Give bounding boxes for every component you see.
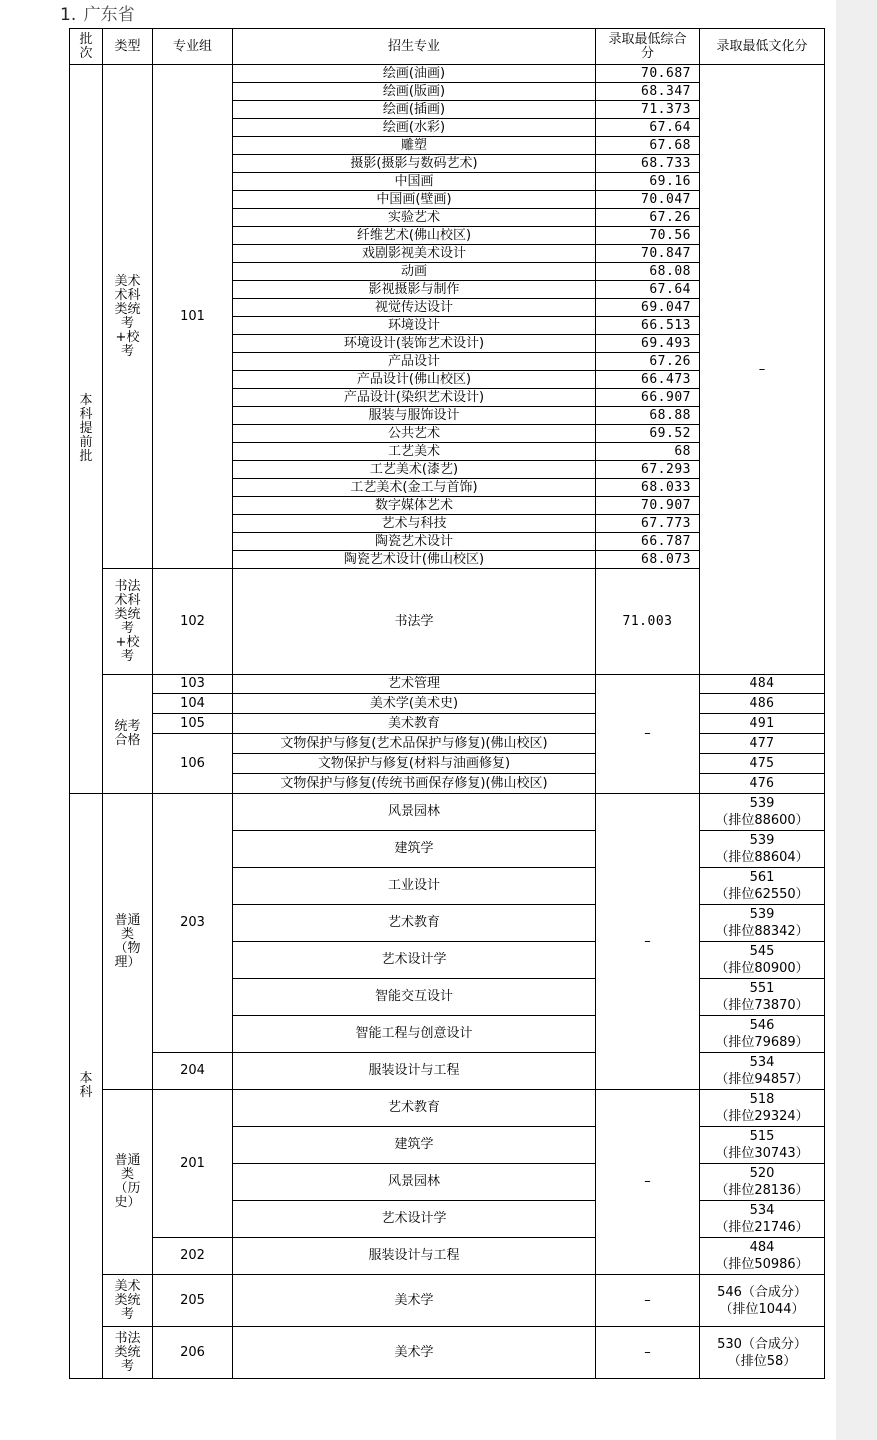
composite-score-cell: 68.733 [596, 155, 700, 173]
culture-score-cell-line-1: 520 [749, 1166, 775, 1181]
group-cell-102: 102 [153, 569, 233, 675]
major-cell: 建筑学 [233, 831, 596, 868]
culture-score-cell [700, 1090, 825, 1127]
type-cell-calli-exam: 书法术科类统考+校考 [103, 569, 153, 675]
culture-cell-dash: – [700, 65, 825, 675]
culture-score-cell [700, 1201, 825, 1238]
culture-score-cell-line-1: 545 [749, 944, 775, 959]
composite-score-cell: 70.047 [596, 191, 700, 209]
culture-score-cell-line-2: （排位94857） [715, 1072, 809, 1087]
composite-score-cell: 69.16 [596, 173, 700, 191]
group-cell-204: 204 [153, 1053, 233, 1090]
composite-score-cell: 71.003 [596, 569, 700, 675]
major-cell: 雕塑 [233, 137, 596, 155]
group-cell-203: 203 [153, 794, 233, 1053]
major-cell: 智能工程与创意设计 [233, 1016, 596, 1053]
group-cell-106: 106 [153, 734, 233, 794]
major-cell: 环境设计 [233, 317, 596, 335]
major-cell: 美术学 [233, 1327, 596, 1379]
culture-score-cell-line-2: （排位58） [727, 1353, 797, 1369]
composite-cell-dash: – [596, 1275, 700, 1327]
culture-score-cell-line-2: （排位88342） [715, 924, 809, 939]
composite-score-cell: 68.033 [596, 479, 700, 497]
table-row [70, 794, 825, 831]
header-type: 类型 [103, 29, 153, 65]
major-cell: 文物保护与修复(材料与油画修复) [233, 754, 596, 774]
composite-score-cell: 67.293 [596, 461, 700, 479]
major-cell: 文物保护与修复(传统书画保存修复)(佛山校区) [233, 774, 596, 794]
major-cell: 摄影(摄影与数码艺术) [233, 155, 596, 173]
culture-score-cell-line-2: （排位88600） [715, 813, 809, 828]
culture-score-cell-line-2: （排位79689） [715, 1035, 809, 1050]
group-cell-105: 105 [153, 714, 233, 734]
composite-score-cell: 68 [596, 443, 700, 461]
composite-score-cell: 67.773 [596, 515, 700, 533]
culture-score-cell [700, 979, 825, 1016]
major-cell: 产品设计(染织艺术设计) [233, 389, 596, 407]
table-row [70, 1327, 825, 1379]
composite-score-cell: 70.907 [596, 497, 700, 515]
culture-score-cell [700, 905, 825, 942]
culture-score-cell: 486 [700, 694, 825, 714]
culture-score-cell-line-2: （排位50986） [715, 1257, 809, 1272]
major-cell: 中国画(壁画) [233, 191, 596, 209]
table-row [70, 675, 825, 694]
culture-score-cell [700, 794, 825, 831]
culture-score-cell [700, 1275, 825, 1327]
major-cell: 服装设计与工程 [233, 1238, 596, 1275]
culture-score-cell-line-1: 546（合成分） [717, 1284, 807, 1300]
culture-score-cell-line-1: 561 [749, 870, 775, 885]
major-cell: 美术教育 [233, 714, 596, 734]
group-cell-202: 202 [153, 1238, 233, 1275]
major-cell: 风景园林 [233, 794, 596, 831]
type-cell-calli-unified: 书法类统考 [103, 1327, 153, 1379]
composite-score-cell: 69.047 [596, 299, 700, 317]
header-batch: 批次 [70, 29, 103, 65]
culture-score-cell: 491 [700, 714, 825, 734]
type-cell-art-exam: 美术术科类统考+校考 [103, 65, 153, 569]
major-cell: 动画 [233, 263, 596, 281]
composite-score-cell: 70.56 [596, 227, 700, 245]
major-cell: 风景园林 [233, 1164, 596, 1201]
major-cell: 美术学(美术史) [233, 694, 596, 714]
composite-score-cell: 68.347 [596, 83, 700, 101]
major-cell: 绘画(版画) [233, 83, 596, 101]
major-cell: 艺术设计学 [233, 942, 596, 979]
composite-cell-dash: – [596, 675, 700, 794]
major-cell: 艺术教育 [233, 1090, 596, 1127]
header-major: 招生专业 [233, 29, 596, 65]
major-cell: 智能交互设计 [233, 979, 596, 1016]
culture-score-cell-line-1: 484 [749, 1240, 775, 1255]
major-cell: 产品设计 [233, 353, 596, 371]
culture-score-cell-line-1: 546 [749, 1018, 775, 1033]
major-cell: 纤维艺术(佛山校区) [233, 227, 596, 245]
composite-score-cell: 69.493 [596, 335, 700, 353]
composite-score-cell: 70.847 [596, 245, 700, 263]
culture-score-cell [700, 1238, 825, 1275]
major-cell: 绘画(水彩) [233, 119, 596, 137]
major-cell: 工艺美术(漆艺) [233, 461, 596, 479]
culture-score-cell [700, 868, 825, 905]
major-cell: 工业设计 [233, 868, 596, 905]
table-row [70, 714, 825, 734]
major-cell: 服装与服饰设计 [233, 407, 596, 425]
composite-score-cell: 68.88 [596, 407, 700, 425]
major-cell: 陶瓷艺术设计 [233, 533, 596, 551]
table-row [70, 694, 825, 714]
type-cell-pass: 统考合格 [103, 675, 153, 794]
composite-cell-dash: – [596, 1327, 700, 1379]
major-cell: 环境设计(装饰艺术设计) [233, 335, 596, 353]
composite-score-cell: 67.26 [596, 209, 700, 227]
composite-score-cell: 68.073 [596, 551, 700, 569]
culture-score-cell [700, 1053, 825, 1090]
header-group: 专业组 [153, 29, 233, 65]
group-cell-201: 201 [153, 1090, 233, 1238]
culture-score-cell-line-2: （排位29324） [715, 1109, 809, 1124]
right-scroll-gutter [836, 0, 877, 1440]
culture-score-cell: 475 [700, 754, 825, 774]
type-cell-physics: 普通类（物理） [103, 794, 153, 1090]
major-cell: 绘画(插画) [233, 101, 596, 119]
major-cell: 数字媒体艺术 [233, 497, 596, 515]
culture-score-cell-line-1: 551 [749, 981, 775, 996]
major-cell: 艺术与科技 [233, 515, 596, 533]
culture-score-cell-line-2: （排位21746） [715, 1220, 809, 1235]
culture-score-cell: 484 [700, 675, 825, 694]
major-cell: 戏剧影视美术设计 [233, 245, 596, 263]
major-cell: 绘画(油画) [233, 65, 596, 83]
culture-score-cell-line-1: 515 [749, 1129, 775, 1144]
group-cell-103: 103 [153, 675, 233, 694]
major-cell: 美术学 [233, 1275, 596, 1327]
table-row [70, 1053, 825, 1090]
composite-score-cell: 67.64 [596, 119, 700, 137]
admission-score-table [69, 28, 825, 1379]
group-cell-101: 101 [153, 65, 233, 569]
culture-score-cell-line-1: 534 [749, 1055, 775, 1070]
group-cell-205: 205 [153, 1275, 233, 1327]
culture-score-cell [700, 1016, 825, 1053]
major-cell: 公共艺术 [233, 425, 596, 443]
major-cell: 艺术管理 [233, 675, 596, 694]
table-row [70, 1275, 825, 1327]
major-cell: 工艺美术 [233, 443, 596, 461]
batch-cell-regular: 本科 [70, 794, 103, 1379]
culture-score-cell [700, 942, 825, 979]
culture-score-cell-line-2: （排位62550） [715, 887, 809, 902]
composite-score-cell: 67.68 [596, 137, 700, 155]
header-min-composite: 录取最低综合分 [596, 29, 700, 65]
group-cell-104: 104 [153, 694, 233, 714]
culture-score-cell [700, 1327, 825, 1379]
culture-score-cell-line-1: 539 [749, 796, 775, 811]
section-number: 1. [60, 5, 77, 25]
culture-score-cell-line-2: （排位80900） [715, 961, 809, 976]
composite-score-cell: 70.687 [596, 65, 700, 83]
composite-score-cell: 68.08 [596, 263, 700, 281]
culture-score-cell-line-1: 530（合成分） [717, 1336, 807, 1352]
culture-score-cell-line-2: （排位30743） [715, 1146, 809, 1161]
composite-score-cell: 66.513 [596, 317, 700, 335]
composite-cell-dash: – [596, 794, 700, 1090]
composite-score-cell: 66.907 [596, 389, 700, 407]
major-cell: 实验艺术 [233, 209, 596, 227]
major-cell: 书法学 [233, 569, 596, 675]
major-cell: 陶瓷艺术设计(佛山校区) [233, 551, 596, 569]
culture-score-cell [700, 831, 825, 868]
major-cell: 中国画 [233, 173, 596, 191]
culture-score-cell-line-2: （排位88604） [715, 850, 809, 865]
section-heading [60, 4, 135, 26]
composite-score-cell: 66.473 [596, 371, 700, 389]
major-cell: 文物保护与修复(艺术品保护与修复)(佛山校区) [233, 734, 596, 754]
table-row [70, 65, 825, 83]
composite-score-cell: 71.373 [596, 101, 700, 119]
group-cell-206: 206 [153, 1327, 233, 1379]
composite-score-cell: 67.26 [596, 353, 700, 371]
header-row [70, 29, 825, 65]
table-row [70, 1090, 825, 1127]
culture-score-cell-line-2: （排位28136） [715, 1183, 809, 1198]
batch-cell-early: 本科提前批 [70, 65, 103, 794]
major-cell: 服装设计与工程 [233, 1053, 596, 1090]
major-cell: 影视摄影与制作 [233, 281, 596, 299]
composite-score-cell: 66.787 [596, 533, 700, 551]
culture-score-cell-line-1: 539 [749, 907, 775, 922]
type-cell-history: 普通类（历史） [103, 1090, 153, 1275]
composite-score-cell: 69.52 [596, 425, 700, 443]
composite-score-cell: 67.64 [596, 281, 700, 299]
major-cell: 艺术设计学 [233, 1201, 596, 1238]
major-cell: 产品设计(佛山校区) [233, 371, 596, 389]
major-cell: 工艺美术(金工与首饰) [233, 479, 596, 497]
section-title: 广东省 [83, 5, 135, 25]
table-body [70, 65, 825, 1379]
culture-score-cell-line-1: 534 [749, 1203, 775, 1218]
header-min-culture: 录取最低文化分 [700, 29, 825, 65]
table-row [70, 1238, 825, 1275]
table-row [70, 734, 825, 754]
culture-score-cell: 477 [700, 734, 825, 754]
major-cell: 艺术教育 [233, 905, 596, 942]
culture-score-cell-line-1: 539 [749, 833, 775, 848]
culture-score-cell [700, 1164, 825, 1201]
major-cell: 建筑学 [233, 1127, 596, 1164]
major-cell: 视觉传达设计 [233, 299, 596, 317]
culture-score-cell: 476 [700, 774, 825, 794]
type-cell-art-unified: 美术类统考 [103, 1275, 153, 1327]
culture-score-cell-line-2: （排位1044） [719, 1301, 805, 1317]
composite-cell-dash: – [596, 1090, 700, 1275]
culture-score-cell [700, 1127, 825, 1164]
culture-score-cell-line-2: （排位73870） [715, 998, 809, 1013]
culture-score-cell-line-1: 518 [749, 1092, 775, 1107]
